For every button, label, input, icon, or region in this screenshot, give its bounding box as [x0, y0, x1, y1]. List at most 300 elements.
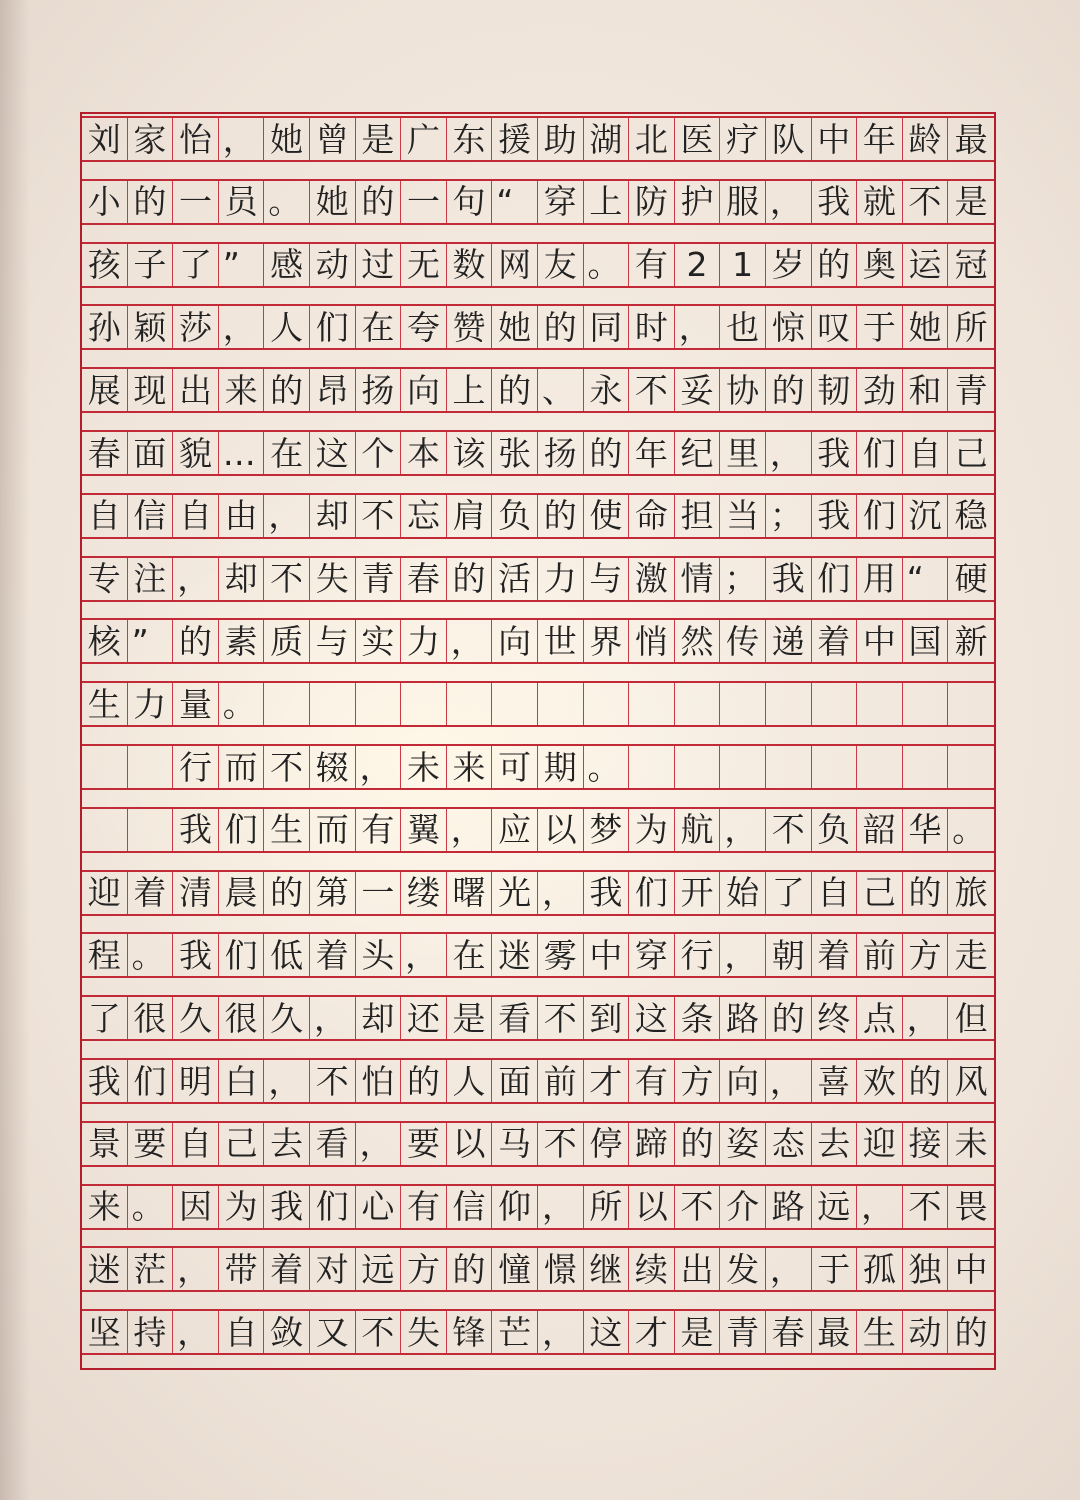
grid-cell: 们 — [310, 306, 356, 348]
grid-cell: 远 — [356, 1248, 402, 1290]
grid-cell: 由 — [219, 495, 265, 537]
grid-cell: 不 — [264, 746, 310, 788]
grid-cell: 无 — [401, 244, 447, 286]
grid-cell: 终 — [812, 997, 858, 1039]
grid-cell: 风 — [954, 1061, 988, 1101]
grid-cell: 翼 — [401, 809, 447, 851]
grid-cell: 于 — [812, 1248, 858, 1290]
grid-cell: 发 — [720, 1248, 766, 1290]
grid-cell: 有 — [356, 809, 402, 851]
grid-cell: 青 — [954, 370, 988, 410]
grid-cell: 不 — [675, 1186, 721, 1228]
grid-row — [82, 367, 994, 413]
grid-cell: 而 — [310, 809, 356, 851]
grid-cell: 不 — [356, 495, 402, 537]
grid-cell: 因 — [173, 1186, 219, 1228]
grid-cell: 力 — [538, 558, 584, 600]
grid-cell: 去 — [812, 1123, 858, 1165]
grid-cell — [82, 746, 128, 788]
grid-cell: 远 — [812, 1186, 858, 1228]
grid-cell: 岁 — [766, 244, 812, 286]
grid-cell: 的 — [173, 620, 219, 662]
grid-cell: 却 — [356, 997, 402, 1039]
grid-cell: 景 — [82, 1123, 128, 1165]
grid-cell: 明 — [173, 1060, 219, 1102]
grid-cell: 春 — [401, 558, 447, 600]
grid-cell: 的 — [766, 369, 812, 411]
grid-cell: 是 — [675, 1311, 721, 1353]
grid-cell: ， — [173, 1311, 219, 1353]
grid-cell: 然 — [675, 620, 721, 662]
grid-cell: 广 — [401, 118, 447, 160]
grid-cell: 张 — [492, 432, 538, 474]
grid-row — [82, 618, 994, 664]
grid-cell: 了 — [766, 872, 812, 914]
grid-cell: 看 — [492, 997, 538, 1039]
grid-cell: ， — [264, 495, 310, 537]
grid-cell: 持 — [128, 1311, 174, 1353]
grid-cell: 负 — [812, 809, 858, 851]
grid-cell: 也 — [720, 306, 766, 348]
grid-cell: 她 — [492, 306, 538, 348]
grid-cell: 我 — [264, 1186, 310, 1228]
grid-cell: 在 — [264, 432, 310, 474]
grid-cell: 着 — [264, 1248, 310, 1290]
grid-cell: 沉 — [903, 495, 949, 537]
grid-cell: 向 — [492, 620, 538, 662]
grid-cell: 中 — [812, 118, 858, 160]
grid-cell: 迎 — [82, 872, 128, 914]
grid-row — [82, 932, 994, 978]
grid-cell: 晨 — [219, 872, 265, 914]
grid-cell: 了 — [82, 997, 128, 1039]
grid-cell: 自 — [82, 495, 128, 537]
grid-cell: 与 — [310, 620, 356, 662]
grid-cell — [128, 809, 174, 851]
grid-cell: 力 — [128, 683, 174, 725]
grid-cell: ， — [538, 872, 584, 914]
grid-cell: 奥 — [857, 244, 903, 286]
grid-cell: 小 — [82, 181, 128, 223]
grid-cell: ” — [128, 620, 174, 662]
grid-cell: 未 — [954, 1124, 988, 1164]
grid-cell: 护 — [675, 181, 721, 223]
grid-cell: 队 — [766, 118, 812, 160]
grid-cell: 我 — [812, 495, 858, 537]
grid-cell: ； — [766, 495, 812, 537]
grid-cell: 雾 — [538, 934, 584, 976]
grid-cell: 员 — [219, 181, 265, 223]
grid-cell: 我 — [82, 1060, 128, 1102]
grid-cell: 的 — [954, 1312, 988, 1352]
grid-cell: 不 — [310, 1060, 356, 1102]
grid-cell: 我 — [173, 809, 219, 851]
grid-cell: 要 — [401, 1123, 447, 1165]
grid-cell: 久 — [173, 997, 219, 1039]
grid-cell: 硬 — [954, 559, 988, 599]
grid-cell: 。 — [584, 746, 630, 788]
grid-cell: 介 — [720, 1186, 766, 1228]
grid-cell: 扬 — [356, 369, 402, 411]
grid-cell: 的 — [128, 181, 174, 223]
composition-grid-paper — [80, 112, 996, 1370]
grid-cell — [584, 683, 630, 725]
grid-cell: 。 — [128, 934, 174, 976]
grid-cell: 着 — [812, 620, 858, 662]
grid-cell — [903, 746, 949, 788]
grid-cell: 不 — [538, 1123, 584, 1165]
grid-cell: 迎 — [857, 1123, 903, 1165]
grid-cell: 有 — [629, 1060, 675, 1102]
grid-cell: 蹄 — [629, 1123, 675, 1165]
grid-cell: 孩 — [82, 244, 128, 286]
grid-cell: 惊 — [766, 306, 812, 348]
grid-cell: 我 — [584, 872, 630, 914]
grid-cell: 们 — [629, 872, 675, 914]
grid-cell: 她 — [310, 181, 356, 223]
grid-cell: 时 — [629, 306, 675, 348]
grid-cell: 不 — [629, 369, 675, 411]
grid-cell: 的 — [812, 244, 858, 286]
grid-cell: 才 — [584, 1060, 630, 1102]
grid-cell: 过 — [356, 244, 402, 286]
grid-cell: 动 — [903, 1311, 949, 1353]
grid-row — [82, 744, 994, 790]
grid-cell: 出 — [173, 369, 219, 411]
grid-cell: 我 — [173, 934, 219, 976]
grid-cell: 冠 — [954, 245, 988, 285]
grid-cell: 一 — [173, 181, 219, 223]
grid-cell: 中 — [584, 934, 630, 976]
grid-cell: 敛 — [264, 1311, 310, 1353]
grid-cell — [629, 683, 675, 725]
grid-cell: 世 — [538, 620, 584, 662]
grid-cell: 梦 — [584, 809, 630, 851]
grid-cell: 光 — [492, 872, 538, 914]
grid-cell: 一 — [401, 181, 447, 223]
grid-cell: 援 — [492, 118, 538, 160]
grid-cell: 向 — [720, 1060, 766, 1102]
grid-cell: 有 — [629, 244, 675, 286]
grid-cell: 该 — [447, 432, 493, 474]
grid-cell: 量 — [173, 683, 219, 725]
grid-cell: 韶 — [857, 809, 903, 851]
grid-cell: 我 — [812, 181, 858, 223]
grid-cell: 龄 — [903, 118, 949, 160]
grid-cell: 怕 — [356, 1060, 402, 1102]
grid-cell: 现 — [128, 369, 174, 411]
grid-cell: 医 — [675, 118, 721, 160]
grid-cell: 最 — [812, 1311, 858, 1353]
grid-cell: 当 — [720, 495, 766, 537]
grid-cell: 和 — [903, 369, 949, 411]
grid-cell: 实 — [356, 620, 402, 662]
grid-cell — [82, 809, 128, 851]
grid-cell: 不 — [264, 558, 310, 600]
grid-cell: 1 — [720, 244, 766, 286]
grid-cell: 负 — [492, 495, 538, 537]
grid-cell: 前 — [538, 1060, 584, 1102]
grid-cell: ， — [903, 997, 949, 1039]
grid-cell: 春 — [82, 432, 128, 474]
grid-cell: 路 — [766, 1186, 812, 1228]
grid-cell: 们 — [219, 934, 265, 976]
grid-cell: 程 — [82, 934, 128, 976]
grid-cell: 是 — [954, 182, 988, 222]
grid-cell: 上 — [447, 369, 493, 411]
grid-cell: 为 — [629, 809, 675, 851]
grid-cell: 网 — [492, 244, 538, 286]
grid-cell: 扬 — [538, 432, 584, 474]
grid-cell: 的 — [264, 369, 310, 411]
grid-cell: 国 — [903, 620, 949, 662]
grid-cell: 妥 — [675, 369, 721, 411]
grid-cell: 活 — [492, 558, 538, 600]
grid-cell — [812, 746, 858, 788]
grid-cell: 以 — [447, 1123, 493, 1165]
grid-cell: 有 — [401, 1186, 447, 1228]
grid-row — [82, 870, 994, 916]
grid-cell: 生 — [82, 683, 128, 725]
grid-cell: 继 — [584, 1248, 630, 1290]
grid-cell: 生 — [857, 1311, 903, 1353]
grid-cell: 未 — [401, 746, 447, 788]
grid-cell: 数 — [447, 244, 493, 286]
grid-cell: 旅 — [954, 873, 988, 913]
grid-cell: 怡 — [173, 118, 219, 160]
grid-cell: 续 — [629, 1248, 675, 1290]
grid-cell: 第 — [310, 872, 356, 914]
grid-cell: 孤 — [857, 1248, 903, 1290]
grid-cell: 白 — [219, 1060, 265, 1102]
grid-cell: 。 — [128, 1186, 174, 1228]
grid-row — [82, 304, 994, 350]
grid-cell: 青 — [356, 558, 402, 600]
grid-cell: 纪 — [675, 432, 721, 474]
grid-cell: 这 — [584, 1311, 630, 1353]
grid-cell: 欢 — [857, 1060, 903, 1102]
grid-cell: 年 — [857, 118, 903, 160]
grid-row — [82, 807, 994, 853]
grid-cell: 就 — [857, 181, 903, 223]
grid-cell: 马 — [492, 1123, 538, 1165]
grid-cell: 友 — [538, 244, 584, 286]
grid-cell: 姿 — [720, 1123, 766, 1165]
grid-cell: 着 — [812, 934, 858, 976]
grid-cell: 莎 — [173, 306, 219, 348]
grid-cell: 的 — [264, 872, 310, 914]
grid-cell: 面 — [128, 432, 174, 474]
grid-cell: 不 — [903, 1186, 949, 1228]
grid-cell: 去 — [264, 1123, 310, 1165]
grid-cell: ， — [219, 118, 265, 160]
grid-cell: 行 — [675, 934, 721, 976]
grid-cell: 应 — [492, 809, 538, 851]
grid-cell: 运 — [903, 244, 949, 286]
grid-cell: 独 — [903, 1248, 949, 1290]
grid-cell: 于 — [857, 306, 903, 348]
grid-cell: 叹 — [812, 306, 858, 348]
grid-cell: 的 — [903, 872, 949, 914]
grid-cell — [128, 746, 174, 788]
grid-cell — [720, 683, 766, 725]
grid-cell: 界 — [584, 620, 630, 662]
grid-row — [82, 1246, 994, 1292]
grid-cell: 。 — [264, 181, 310, 223]
grid-cell: ， — [766, 1060, 812, 1102]
grid-cell: 信 — [128, 495, 174, 537]
grid-cell: 还 — [401, 997, 447, 1039]
grid-cell: 方 — [401, 1248, 447, 1290]
grid-cell: 的 — [538, 306, 584, 348]
grid-cell: 我 — [812, 432, 858, 474]
grid-cell: 核 — [82, 620, 128, 662]
grid-cell: 貌 — [173, 432, 219, 474]
grid-cell: 方 — [675, 1060, 721, 1102]
grid-cell: 新 — [954, 621, 988, 661]
grid-cell: 所 — [584, 1186, 630, 1228]
grid-cell: 质 — [264, 620, 310, 662]
grid-cell: 情 — [675, 558, 721, 600]
grid-cell: 韧 — [812, 369, 858, 411]
grid-cell: 为 — [219, 1186, 265, 1228]
grid-cell: 刘 — [82, 118, 128, 160]
grid-cell: 湖 — [584, 118, 630, 160]
grid-cell — [356, 683, 402, 725]
grid-cell: 的 — [447, 1248, 493, 1290]
grid-cell — [857, 746, 903, 788]
grid-cell: 曙 — [447, 872, 493, 914]
grid-cell: 忘 — [401, 495, 447, 537]
grid-cell: 们 — [219, 809, 265, 851]
grid-cell: 在 — [447, 934, 493, 976]
grid-cell: ， — [720, 934, 766, 976]
grid-cell: 传 — [720, 620, 766, 662]
grid-cell: 前 — [857, 934, 903, 976]
grid-cell: 迷 — [82, 1248, 128, 1290]
grid-cell: 用 — [857, 558, 903, 600]
grid-cell: 2 — [675, 244, 721, 286]
grid-cell: ， — [675, 306, 721, 348]
grid-cell: 接 — [903, 1123, 949, 1165]
grid-cell: 不 — [538, 997, 584, 1039]
grid-cell: 要 — [128, 1123, 174, 1165]
grid-cell: 信 — [447, 1186, 493, 1228]
grid-cell: ， — [173, 558, 219, 600]
grid-cell: 们 — [857, 432, 903, 474]
grid-cell: 的 — [401, 1060, 447, 1102]
grid-cell: 。 — [219, 683, 265, 725]
grid-cell: 、 — [538, 369, 584, 411]
grid-cell: … — [219, 432, 265, 474]
grid-cell: 同 — [584, 306, 630, 348]
grid-cell: 面 — [492, 1060, 538, 1102]
grid-row — [82, 430, 994, 476]
grid-cell: 的 — [492, 369, 538, 411]
grid-cell: ” — [219, 244, 265, 286]
grid-cell: 而 — [219, 746, 265, 788]
grid-cell: ， — [401, 934, 447, 976]
grid-cell: ， — [538, 1311, 584, 1353]
grid-row — [82, 1184, 994, 1230]
grid-cell: 赞 — [447, 306, 493, 348]
grid-cell: 很 — [219, 997, 265, 1039]
grid-cell: 久 — [264, 997, 310, 1039]
grid-cell: 曾 — [310, 118, 356, 160]
grid-cell: ， — [447, 620, 493, 662]
grid-cell: 永 — [584, 369, 630, 411]
grid-cell: 年 — [629, 432, 675, 474]
grid-cell: 命 — [629, 495, 675, 537]
grid-cell: 不 — [903, 181, 949, 223]
grid-cell: 却 — [219, 558, 265, 600]
grid-cell: 。 — [584, 244, 630, 286]
grid-cell: 开 — [675, 872, 721, 914]
grid-cell: 不 — [766, 809, 812, 851]
grid-cell: 己 — [954, 433, 988, 473]
grid-cell: 来 — [447, 746, 493, 788]
grid-cell: 喜 — [812, 1060, 858, 1102]
page-shadow — [0, 0, 30, 1500]
grid-cell: ， — [219, 306, 265, 348]
grid-cell: ， — [447, 809, 493, 851]
grid-cell — [675, 746, 721, 788]
grid-cell: 展 — [82, 369, 128, 411]
grid-cell: 稳 — [954, 496, 988, 536]
grid-cell: 最 — [954, 119, 988, 159]
grid-cell: 的 — [675, 1123, 721, 1165]
grid-cell: 的 — [903, 1060, 949, 1102]
grid-row — [82, 179, 994, 225]
grid-cell: 北 — [629, 118, 675, 160]
grid-cell: “ — [903, 558, 949, 600]
grid-cell: 穿 — [538, 181, 584, 223]
grid-cell: 们 — [812, 558, 858, 600]
grid-cell — [629, 746, 675, 788]
grid-cell: 己 — [219, 1123, 265, 1165]
grid-cell — [812, 683, 858, 725]
grid-cell: 点 — [857, 997, 903, 1039]
grid-cell: 方 — [903, 934, 949, 976]
grid-cell: 的 — [447, 558, 493, 600]
grid-cell — [720, 746, 766, 788]
grid-cell: 失 — [310, 558, 356, 600]
grid-cell: 憧 — [492, 1248, 538, 1290]
grid-cell: 自 — [903, 432, 949, 474]
grid-cell: 走 — [954, 935, 988, 975]
grid-cell: 悄 — [629, 620, 675, 662]
grid-cell: ， — [720, 809, 766, 851]
grid-cell: 带 — [219, 1248, 265, 1290]
grid-cell: 注 — [128, 558, 174, 600]
grid-cell — [538, 683, 584, 725]
grid-cell: 服 — [720, 181, 766, 223]
grid-cell: 激 — [629, 558, 675, 600]
grid-cell: 芒 — [492, 1311, 538, 1353]
grid-cell: 以 — [629, 1186, 675, 1228]
grid-cell: 专 — [82, 558, 128, 600]
grid-cell: 的 — [766, 997, 812, 1039]
grid-cell: 中 — [857, 620, 903, 662]
grid-cell: 辍 — [310, 746, 356, 788]
grid-cell: 缕 — [401, 872, 447, 914]
grid-cell: 的 — [356, 181, 402, 223]
grid-cell: 东 — [447, 118, 493, 160]
grid-cell: 担 — [675, 495, 721, 537]
grid-cell: 出 — [675, 1248, 721, 1290]
grid-cell: 以 — [538, 809, 584, 851]
grid-cell: 了 — [173, 244, 219, 286]
